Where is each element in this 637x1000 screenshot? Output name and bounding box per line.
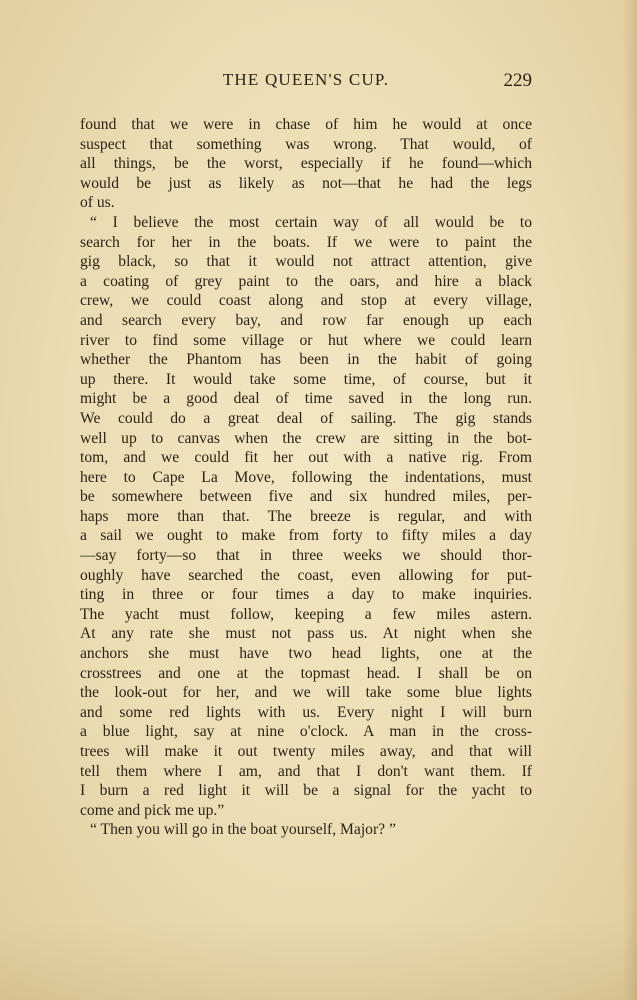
text-line: tom, and we could fit her out with a native rig. From bbox=[80, 449, 532, 467]
text-line: We could do a great deal of sailing. The gig stands bbox=[80, 409, 532, 427]
text-line: “ I believe the most certain way of all would be to bbox=[90, 213, 532, 231]
text-line: and search every bay, and row far enough up each bbox=[80, 311, 532, 329]
text-line: the look-out for her, and we will take some blue lights bbox=[80, 684, 532, 702]
text-line: found that we were in chase of him he would at once bbox=[80, 116, 532, 133]
text-line: come and pick me up.” bbox=[80, 801, 225, 819]
text-line: trees will make it out twenty miles away, and that will bbox=[80, 743, 532, 760]
page-bottom-shading bbox=[0, 920, 637, 1000]
text-line: of us. bbox=[80, 194, 115, 212]
text-line: The yacht must follow, keeping a few miles astern. bbox=[80, 605, 532, 623]
text-line: and some red lights with us. Every night I will burn bbox=[80, 703, 532, 721]
text-line: well up to canvas when the crew are sitting in the bot- bbox=[80, 429, 532, 447]
text-line: gig black, so that it would not attract attention, give bbox=[80, 253, 532, 271]
running-title: THE QUEEN'S CUP. bbox=[222, 70, 390, 89]
text-line: be somewhere between five and six hundred miles, per- bbox=[80, 488, 532, 506]
text-line: a sail we ought to make from forty to fifty miles a day bbox=[80, 527, 532, 545]
text-line: river to find some village or hut where we could learn bbox=[80, 331, 532, 349]
text-line: crew, we could coast along and stop at every village, bbox=[80, 292, 532, 310]
text-line: anchors she must have two head lights, one at the bbox=[80, 645, 532, 663]
text-line: here to Cape La Move, following the indentations, must bbox=[80, 468, 532, 486]
text-line: oughly have searched the coast, even allowing for put- bbox=[80, 566, 532, 584]
text-line: At any rate she must not pass us. At night when she bbox=[80, 625, 532, 643]
text-line: whether the Phantom has been in the habit of going bbox=[80, 351, 532, 369]
text-line: “ Then you will go in the boat yourself, Major? ” bbox=[90, 821, 396, 839]
text-line: a coating of grey paint to the oars, and hire a black bbox=[80, 272, 532, 290]
text-line: crosstrees and one at the topmast head. I shall be on bbox=[80, 664, 532, 682]
text-line: tell them where I am, and that I don't want them. If bbox=[80, 762, 532, 780]
text-line: up there. It would take some time, of course, but it bbox=[80, 370, 532, 388]
text-line: ting in three or four times a day to make inquiries. bbox=[80, 586, 532, 604]
text-line: would be just as likely as not—that he had the legs bbox=[80, 174, 532, 192]
text-line: all things, be the worst, especially if he found—which bbox=[80, 155, 532, 173]
text-line: suspect that something was wrong. That would, of bbox=[80, 135, 532, 153]
running-head bbox=[80, 70, 532, 96]
text-line: I burn a red light it will be a signal for the yacht to bbox=[80, 782, 532, 800]
text-line: a blue light, say at nine o'clock. A man in the cross- bbox=[80, 723, 532, 741]
text-line: search for her in the boats. If we were to paint the bbox=[80, 233, 532, 251]
page-number: 229 bbox=[503, 70, 532, 91]
text-line: might be a good deal of time saved in the long run. bbox=[80, 390, 532, 408]
page-edge-shadow bbox=[623, 0, 637, 1000]
text-line: haps more than that. The breeze is regular, and with bbox=[80, 507, 532, 525]
text-line: —say forty—so that in three weeks we should thor- bbox=[80, 547, 532, 565]
body-text bbox=[80, 115, 532, 840]
